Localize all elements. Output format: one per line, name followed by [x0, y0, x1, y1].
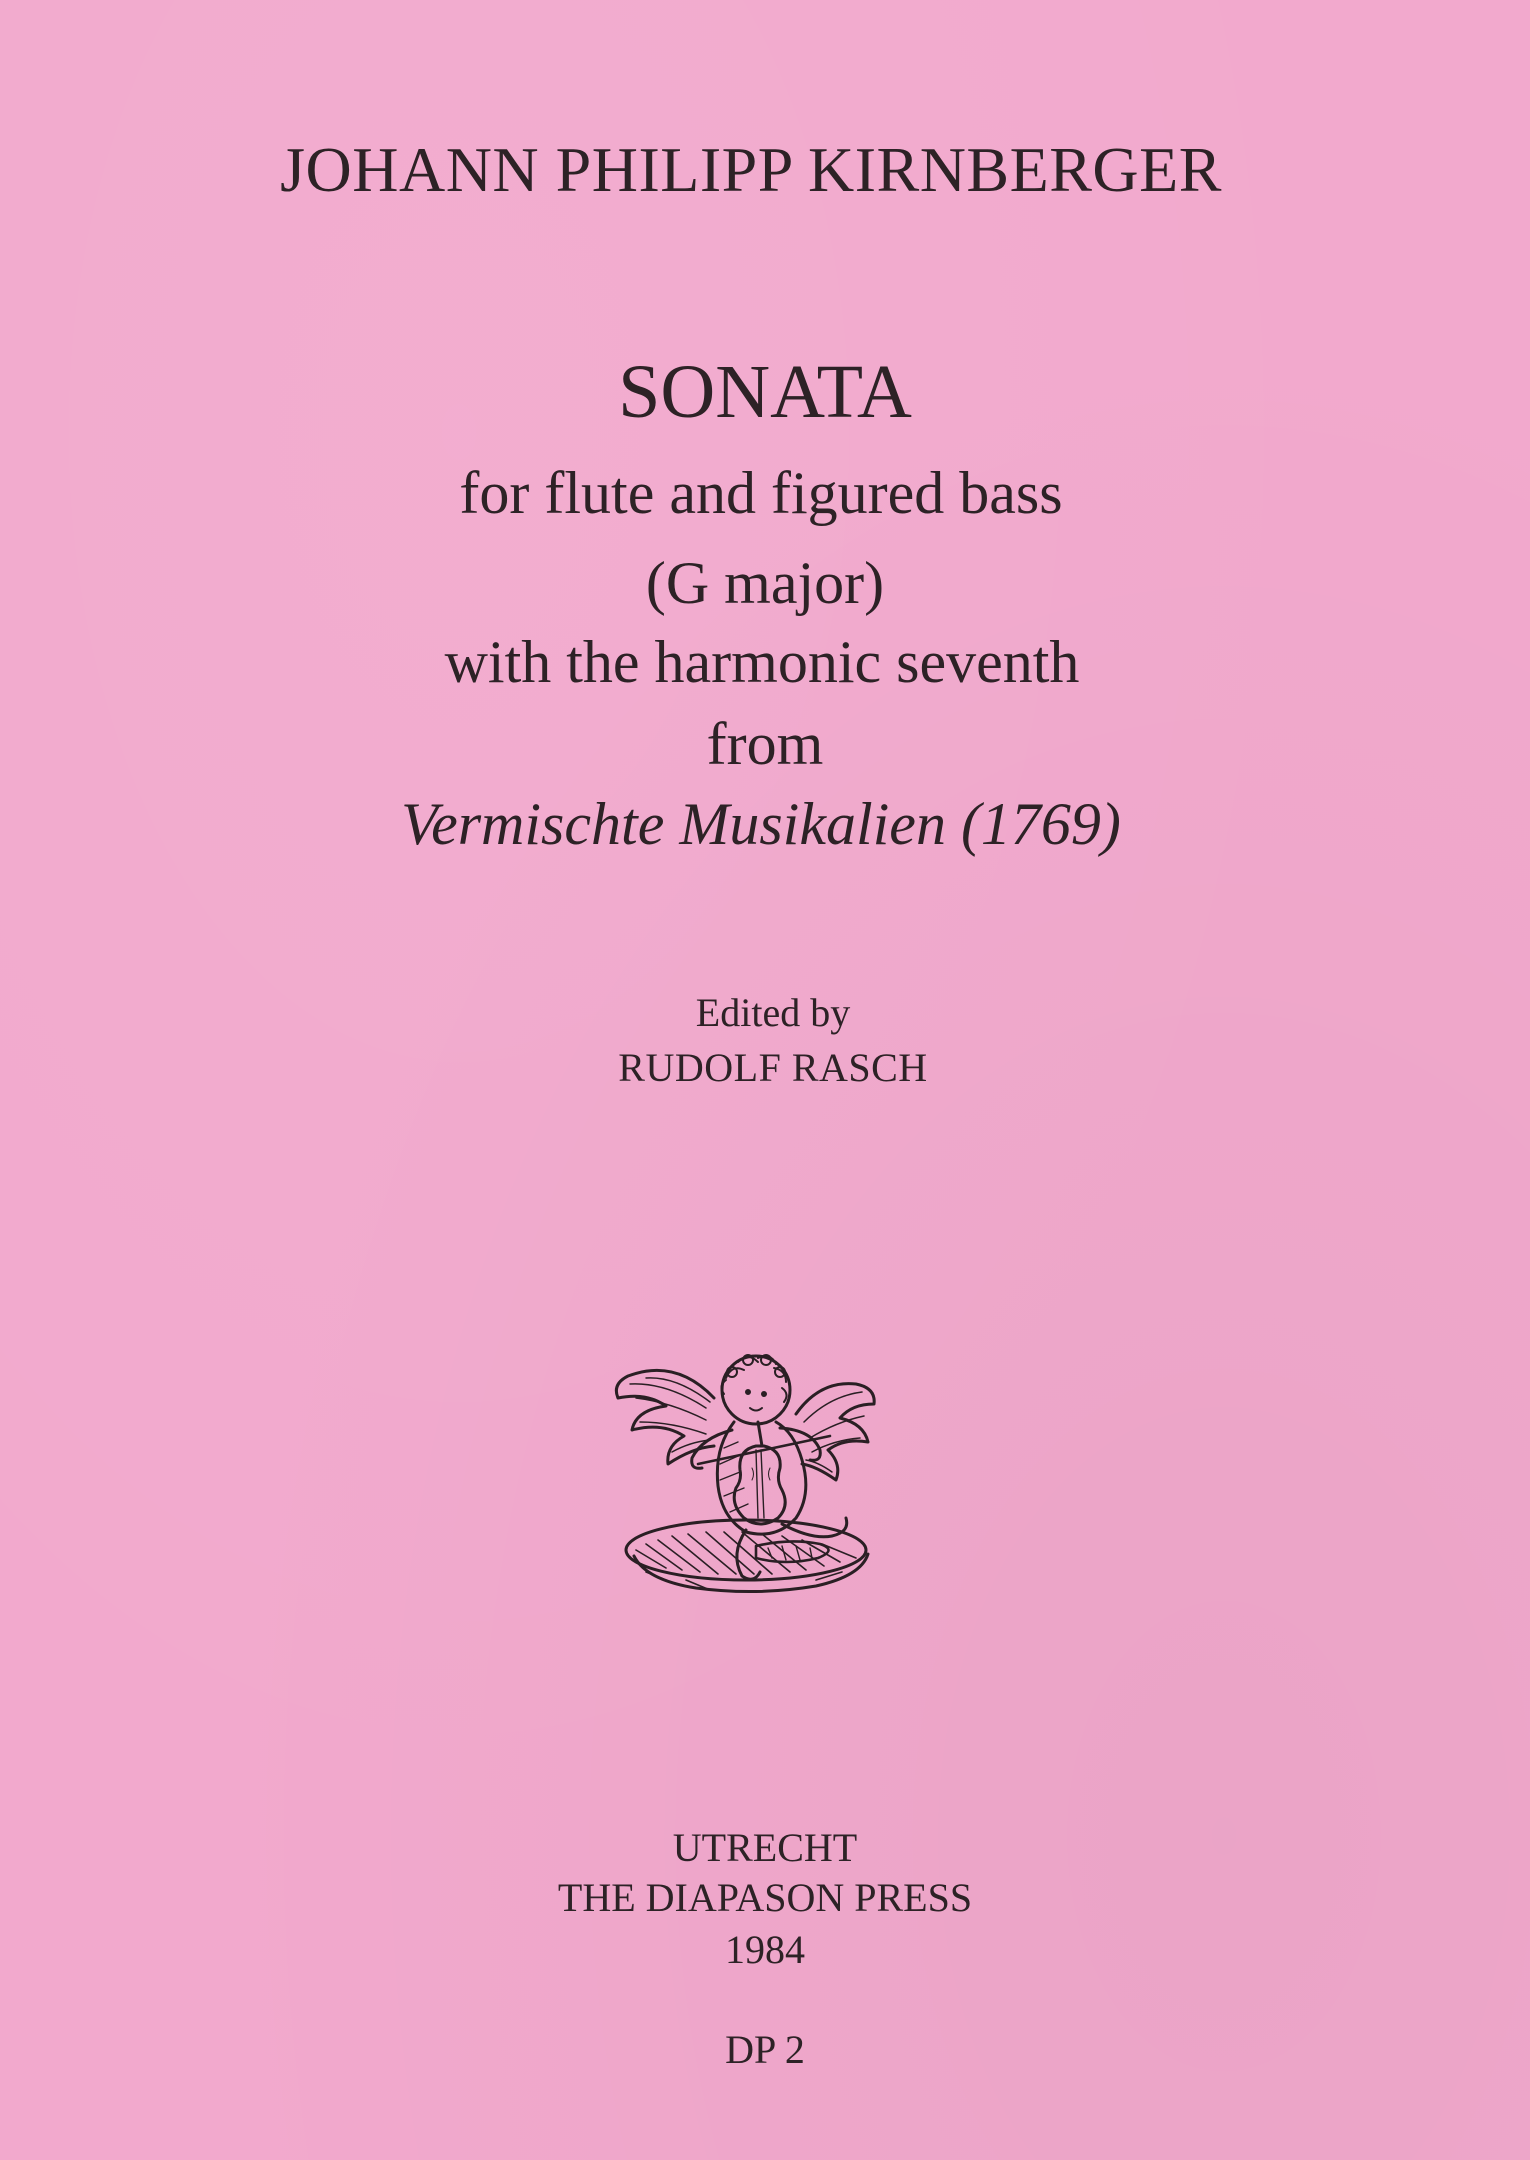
composer-name: JOHANN PHILIPP KIRNBERGER: [280, 134, 1222, 205]
publisher-name: THE DIAPASON PRESS: [557, 1875, 973, 1920]
subtitle-line-key: (G major): [645, 550, 885, 616]
publication-year: 1984: [725, 1927, 805, 1972]
editor-name: RUDOLF RASCH: [618, 1045, 928, 1090]
work-title: SONATA: [618, 350, 912, 434]
edited-by-label: Edited by: [695, 990, 851, 1035]
subtitle-line-source: Vermischte Musikalien (1769): [401, 791, 1121, 857]
cherub-with-viol-woodcut-icon: [606, 1318, 896, 1608]
catalog-number: DP 2: [725, 2027, 805, 2072]
publication-city: UTRECHT: [672, 1825, 858, 1870]
subtitle-line-from: from: [706, 711, 824, 777]
subtitle-line-instrumentation: for flute and figured bass: [459, 460, 1063, 526]
subtitle-line-harmonic-seventh: with the harmonic seventh: [444, 629, 1080, 695]
